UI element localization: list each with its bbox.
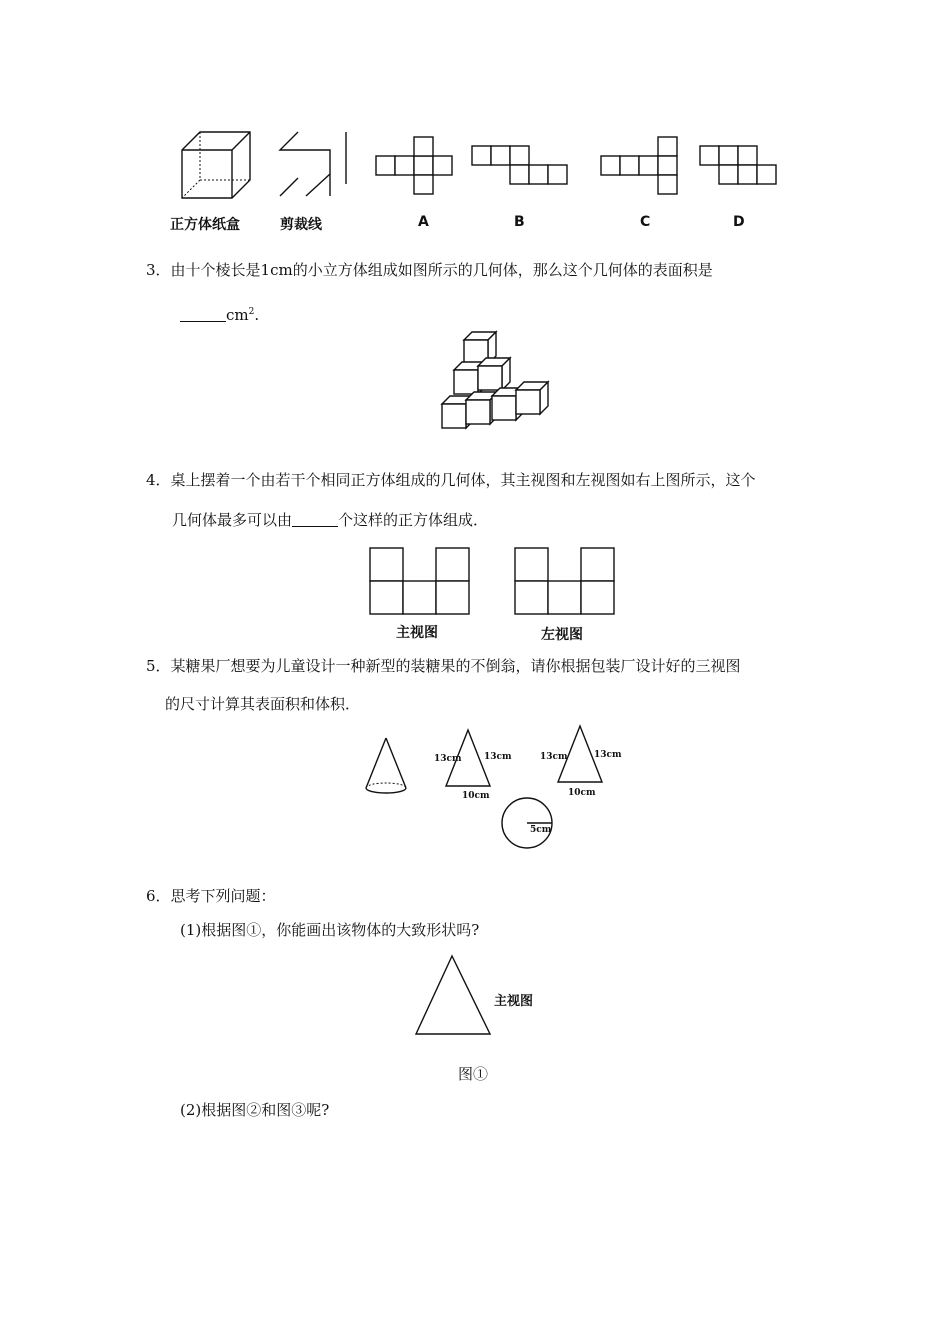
- net-c-drawing: [599, 136, 699, 216]
- question-5-line-1-text: 某糖果厂想要为儿童设计一种新型的装糖果的不倒翁，请你根据包装厂设计好的三视图: [170, 657, 741, 675]
- question-6-title-text: 思考下列问题：: [170, 887, 276, 905]
- left-view-label: 左视图: [541, 627, 583, 643]
- question-6-number: 6．: [146, 887, 171, 905]
- cone-top-view-drawing: [500, 796, 556, 852]
- cube-front-face: [478, 366, 502, 390]
- question-3-line-1: [146, 260, 713, 280]
- figure-1-front-view-drawing: [414, 954, 494, 1038]
- net-a-drawing: [374, 136, 474, 216]
- question-5-line-2-text: 的尺寸计算其表面积和体积．: [165, 695, 361, 713]
- cube-front-face: [492, 396, 516, 420]
- question-3-number: 3．: [146, 261, 171, 279]
- front-view-drawing: [368, 546, 478, 621]
- net-d-drawing: [698, 144, 808, 224]
- dim-side-left-slant: 13cm: [540, 752, 568, 762]
- front-view-label: 主视图: [396, 625, 438, 641]
- dim-side-base: 10cm: [568, 788, 596, 798]
- question-6-sub-2: [180, 1100, 329, 1120]
- question-3-text: 由十个棱长是1cm的小立方体组成如图所示的几何体，那么这个几何体的表面积是: [170, 261, 713, 279]
- question-3-unit-exponent: 2: [248, 307, 255, 317]
- question-4-line-2-post: 个这样的正方体组成．: [338, 511, 489, 529]
- label-cut-lines: 剪裁线: [280, 217, 322, 233]
- cube-front-face: [466, 400, 490, 424]
- answer-blank-q4[interactable]: [292, 512, 338, 527]
- label-option-c: C: [640, 214, 651, 230]
- figure-1-caption: 图①: [458, 1065, 489, 1083]
- dim-side-right-slant: 13cm: [594, 750, 622, 760]
- stacked-cubes-drawing: [436, 334, 556, 444]
- cube-front-face: [442, 404, 466, 428]
- question-5-number: 5．: [146, 657, 171, 675]
- label-option-b: B: [514, 214, 525, 230]
- question-4-number: 4．: [146, 471, 171, 489]
- cut-lines-drawing: [270, 128, 350, 198]
- cube-front-face: [516, 390, 540, 414]
- cube-front-face: [454, 370, 478, 394]
- question-4-line-2: [172, 510, 488, 530]
- dim-front-left-slant: 13cm: [434, 754, 462, 764]
- question-4-line-1-text: 桌上摆着一个由若干个相同正方体组成的几何体，其主视图和左视图如右上图所示，这个: [170, 471, 756, 489]
- label-option-a: A: [418, 214, 429, 230]
- question-6-sub-1-text: (1)根据图①，你能画出该物体的大致形状吗?: [180, 921, 480, 939]
- cone-3d-drawing: [362, 734, 422, 804]
- question-6-title: [146, 886, 276, 906]
- answer-blank-q3[interactable]: [180, 307, 226, 322]
- cube-box-drawing: [178, 128, 258, 208]
- question-4-line-1: [146, 470, 756, 490]
- dim-front-right-slant: 13cm: [484, 752, 512, 762]
- figure-1-view-label: 主视图: [494, 994, 534, 1009]
- question-6-sub-1: [180, 920, 479, 940]
- dim-top-radius: 5cm: [530, 825, 552, 835]
- net-b-drawing: [470, 144, 580, 224]
- question-3-line-2: [180, 302, 259, 325]
- left-view-drawing: [513, 546, 623, 621]
- label-option-d: D: [733, 214, 745, 230]
- dim-front-base: 10cm: [462, 791, 490, 801]
- question-5-line-2: [165, 694, 360, 714]
- question-6-sub-2-text: (2)根据图②和图③呢?: [180, 1101, 330, 1119]
- question-3-period: .: [254, 306, 260, 324]
- question-3-unit: cm: [226, 306, 249, 324]
- question-5-line-1: [146, 656, 741, 676]
- question-4-line-2-pre: 几何体最多可以由: [172, 511, 293, 529]
- label-cube-box: 正方体纸盒: [170, 217, 240, 233]
